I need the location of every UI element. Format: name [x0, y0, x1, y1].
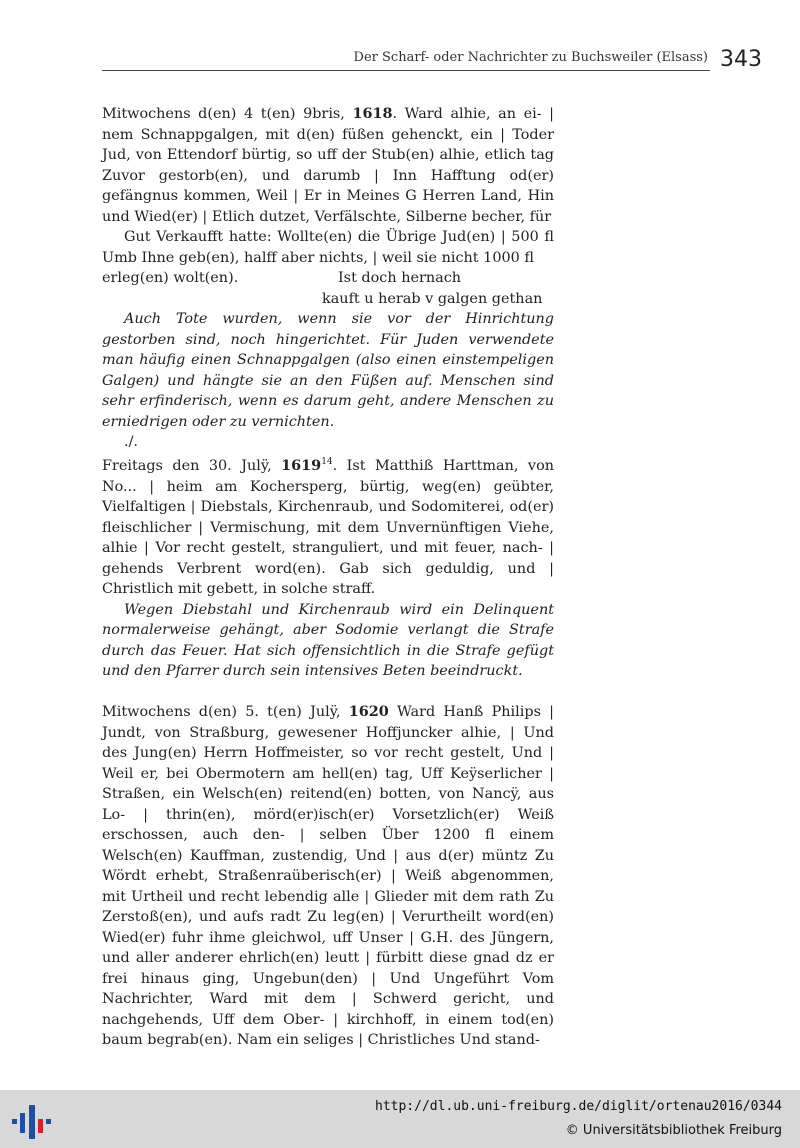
- commentary: Auch Tote wurden, wenn sie vor der Hinrichtung gestorben sind, noch hingerichtet. Für Juden verwendete man häufig einen Schnappgalgen (also einen einstempeligen Galgen) und hängte sie an den Füßen auf. Menschen sind sehr erfinderisch, wenn es darum geht, andere Menschen zu erniedrigen oder zu vernichten.: [102, 311, 554, 430]
- entry-paragraph: Mitwochens d(en) 4 t(en) 9bris, 1618. Ward alhie, an ei- | nem Schnappgalgen, mit d(en) füßen gehenckt, ein | Toder Jud, von Ettendorf bürtig, so uff der Stub(en) alhie, etlich tag Zuvor gestorb(en), und darumb | Inn Hafftung od(er) gefängnus kommen, Weil | Er in Meines G Herren Land, Hin und Wied(er) | Etlich dutzet, Verfälschte, Silberne becher, für: [102, 105, 554, 225]
- document-url[interactable]: http://dl.ub.uni-freiburg.de/diglit/ortenau2016/0344: [375, 1099, 782, 1114]
- entry-year: 1618: [352, 105, 393, 122]
- entry-year: 1620: [348, 703, 389, 720]
- separator: ./.: [124, 434, 138, 450]
- entry-paragraph: Mitwochens d(en) 5. t(en) Julÿ, 1620 Ward Hanß Philips | Jundt, von Straßburg, gewesener Hoffjuncker alhie, | Und des Jung(en) Herrn Hoffmeister, so vor recht gestelt, Und | Weil er, bei Obermotern am hell(en) tag, Uff Keÿserlicher | Straßen, ein Welsch(en) reitend(en) botten, von Nancÿ, aus Lo- | thrin(en), mörd(er)isch(er) Vorsetzlich(er) Weiß erschossen, auch den- | selben Über 1200 fl einem Welsch(en) Kauffman, zustendig, Und | aus d(er) müntz Zu Wördt erhebt, Straßenraüberisch(er) | Weiß abgenommen, mit Urtheil und recht lebendig alle | Glieder mit dem rath Zu Zerstoß(en), und aufs radt Zu leg(en) | Verurtheilt word(en) Wied(er) fuhr ihme gleichwol, uff Unser | G.H. des Jüngern, und aller anderer ehrlich(en) leutt | fürbitt diese gnad dz er frei hinaus ging, Ungebun(den) | Und Ungeführt Vom Nachrichter, Ward mit dem | Schwerd gericht, und nachgehends, Uff dem Ober- | kirchhoff, in einem tod(en) baum begrab(en). Nam ein seliges | Christliches Und stand-: [102, 703, 554, 1048]
- header-title: Der Scharf- oder Nachrichter zu Buchsweiler (Elsass): [353, 50, 708, 65]
- ub-freiburg-logo-icon[interactable]: [10, 1099, 54, 1143]
- footer-bar: [0, 1090, 800, 1148]
- entry-paragraph: Freitags den 30. Julÿ, 1619$^{14}$. Ist Matthiß Harttman, von No... | heim am Kochersperg, bürtig, weg(en) geübter, Vielfaltigen | Diebstals, Kirchenraub, und Sodomiterei, od(er) fleischlicher | Vermischung, mit dem Unvernünftigen Viehe, alhie | Vor recht gestelt, stranguliert, und mit feuer, nach- | gehends Verbrent word(en). Gab sich geduldig, und | Christlich mit gebett, in solche straff.: [102, 457, 554, 597]
- entry-paragraph: Gut Verkaufft hatte: Wollte(en) die Übrige Jud(en) | 500 fl Umb Ihne geb(en), halff aber nichts, | weil sie nicht 1000 fl: [102, 229, 554, 266]
- header-rule: [102, 70, 710, 71]
- entry-year: 1619: [281, 457, 322, 474]
- copyright: © Universitätsbibliothek Freiburg: [565, 1123, 782, 1138]
- page-number: 343: [720, 47, 762, 72]
- commentary: Wegen Diebstahl und Kirchenraub wird ein Delinquent normalerweise gehängt, aber Sodomie verlangt die Strafe durch das Feuer. Hat sich offensichtlich in die Strafe gefügt und den Pfarrer durch sein intensives Beten beeindruckt.: [102, 601, 554, 679]
- marginal-note: kauft u herab v galgen gethan: [322, 290, 543, 307]
- split-line: erleg(en) wolt(en). Ist doch hernach: [102, 270, 462, 286]
- entry-1619: [102, 456, 554, 682]
- footnote-ref[interactable]: 14: [321, 457, 333, 468]
- entry-1618: [102, 104, 554, 453]
- entry-1620: [102, 702, 554, 1051]
